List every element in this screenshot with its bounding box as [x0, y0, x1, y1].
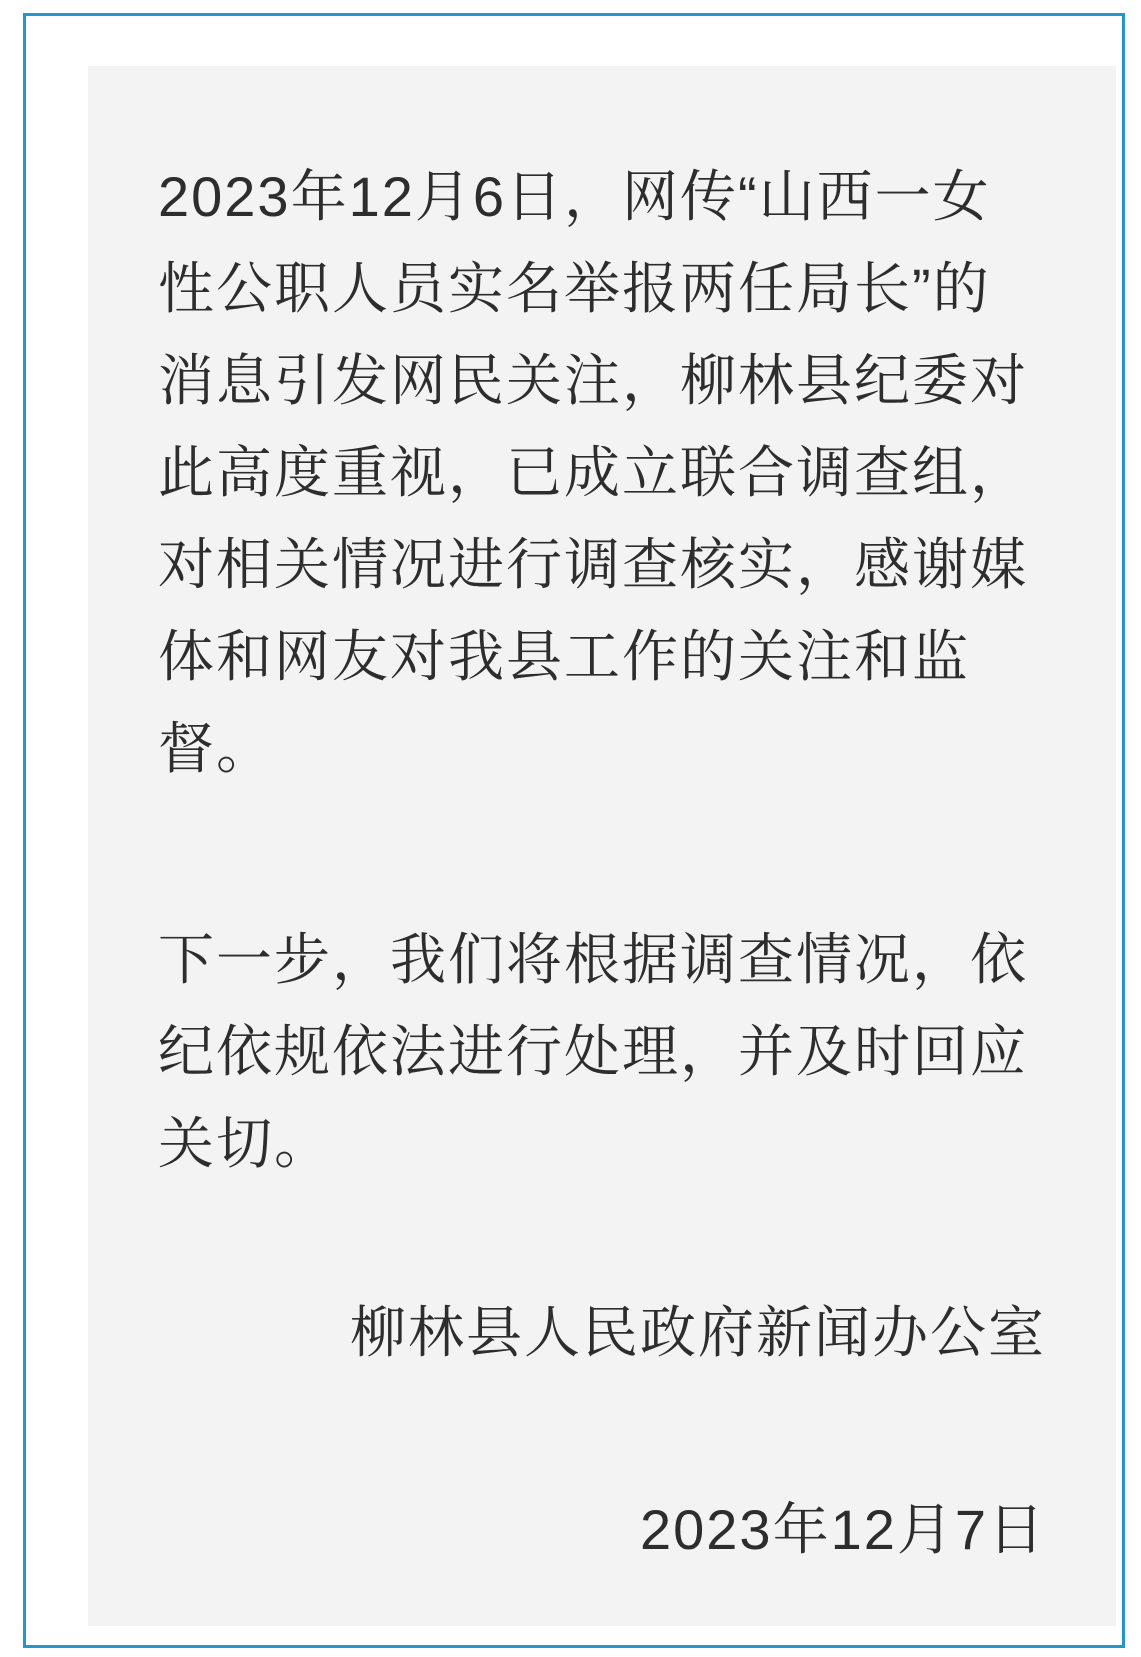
announcement-frame	[23, 13, 1125, 1648]
announcement-paragraph-2	[158, 914, 1046, 1190]
body-line: 体和网友对我县工作的关注和监	[158, 625, 970, 688]
body-line: 性公职人员实名举报两任局长”的	[158, 257, 991, 320]
body-line: 下一步，我们将根据调查情况，依	[158, 928, 1028, 991]
announcement-paragraph-1	[158, 151, 1046, 795]
body-line: 纪依规依法进行处理，并及时回应	[158, 1020, 1028, 1083]
signature-line: 柳林县人民政府新闻办公室	[350, 1301, 1046, 1364]
body-line: 对相关情况进行调查核实，感谢媒	[158, 533, 1028, 596]
body-line: 此高度重视，已成立联合调查组，	[158, 441, 1028, 504]
announcement-panel	[88, 66, 1116, 1626]
date-line: 2023年12月7日	[639, 1498, 1046, 1561]
body-line: 消息引发网民关注，柳林县纪委对	[158, 349, 1028, 412]
body-line: 2023年12月6日，网传“山西一女	[158, 165, 991, 228]
body-line: 关切。	[158, 1112, 332, 1175]
body-line: 督。	[158, 717, 274, 780]
